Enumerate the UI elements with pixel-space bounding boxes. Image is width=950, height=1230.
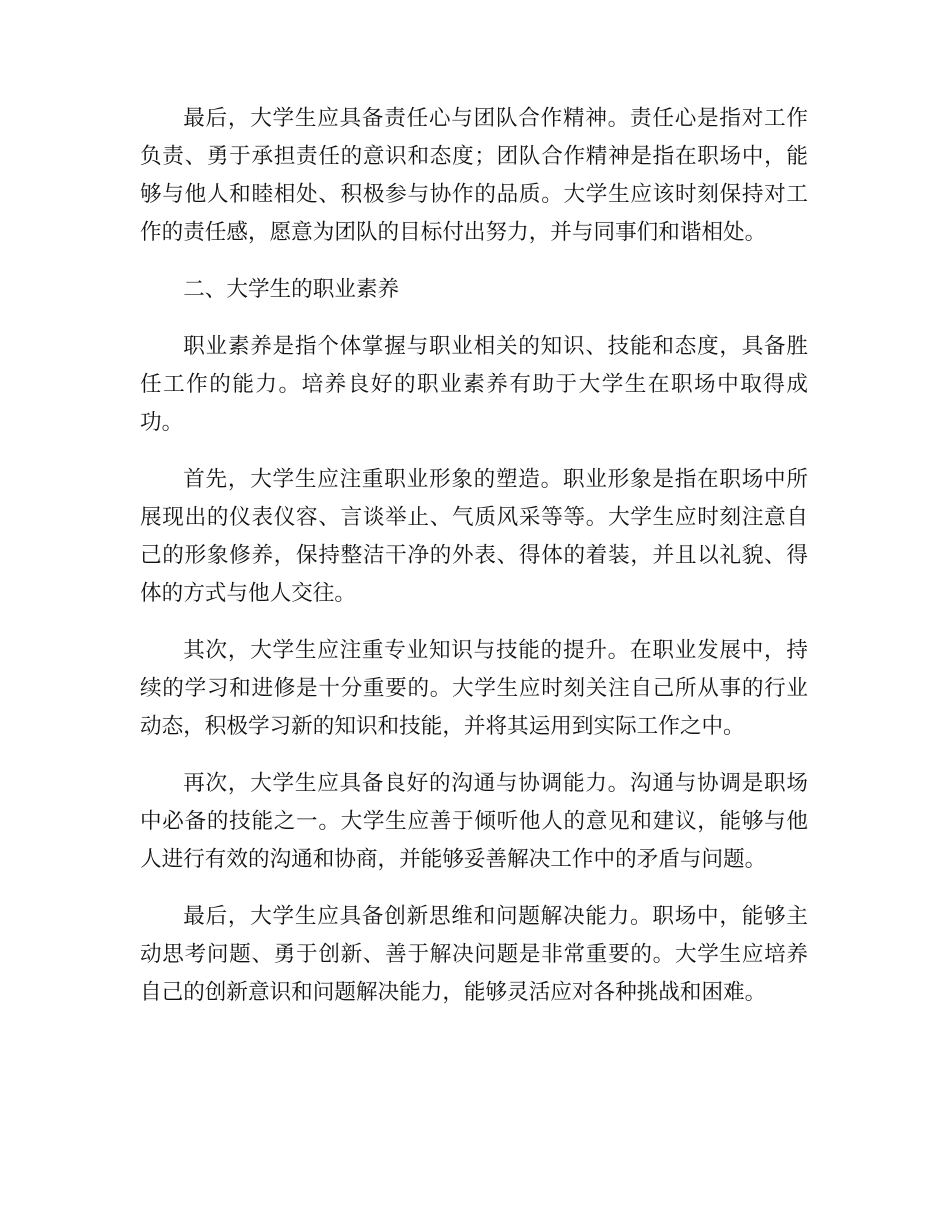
paragraph-professional-quality-definition: 职业素养是指个体掌握与职业相关的知识、技能和态度，具备胜任工作的能力。培养良好的职业素养有助于大学生在职场中取得成功。 bbox=[140, 334, 808, 435]
paragraph-communication: 再次，大学生应具备良好的沟通与协调能力。沟通与协调是职场中必备的技能之一。大学生应善于倾听他人的意见和建议，能够与他人进行有效的沟通和协商，并能够妥善解决工作中的矛盾与问题。 bbox=[140, 771, 808, 872]
paragraph-knowledge-skills: 其次，大学生应注重专业知识与技能的提升。在职业发展中，持续的学习和进修是十分重要的。大学生应时刻关注自己所从事的行业动态，积极学习新的知识和技能，并将其运用到实际工作之中。 bbox=[140, 638, 808, 739]
paragraph-professional-image: 首先，大学生应注重职业形象的塑造。职业形象是指在职场中所展现出的仪表仪容、言谈举止、气质风采等等。大学生应时刻注意自己的形象修养，保持整洁干净的外表、得体的着装，并且以礼貌、得体的方式与他人交往。 bbox=[140, 467, 808, 606]
paragraph-responsibility-teamwork: 最后，大学生应具备责任心与团队合作精神。责任心是指对工作负责、勇于承担责任的意识和态度；团队合作精神是指在职场中，能够与他人和睦相处、积极参与协作的品质。大学生应该时刻保持对工作的责任感，愿意为团队的目标付出努力，并与同事们和谐相处。 bbox=[140, 106, 808, 245]
section-heading-professional-quality: 二、大学生的职业素养 bbox=[183, 277, 400, 302]
document-body bbox=[140, 100, 808, 1031]
paragraph-innovation: 最后，大学生应具备创新思维和问题解决能力。职场中，能够主动思考问题、勇于创新、善于解决问题是非常重要的。大学生应培养自己的创新意识和问题解决能力，能够灵活应对各种挑战和困难。 bbox=[140, 904, 808, 1005]
